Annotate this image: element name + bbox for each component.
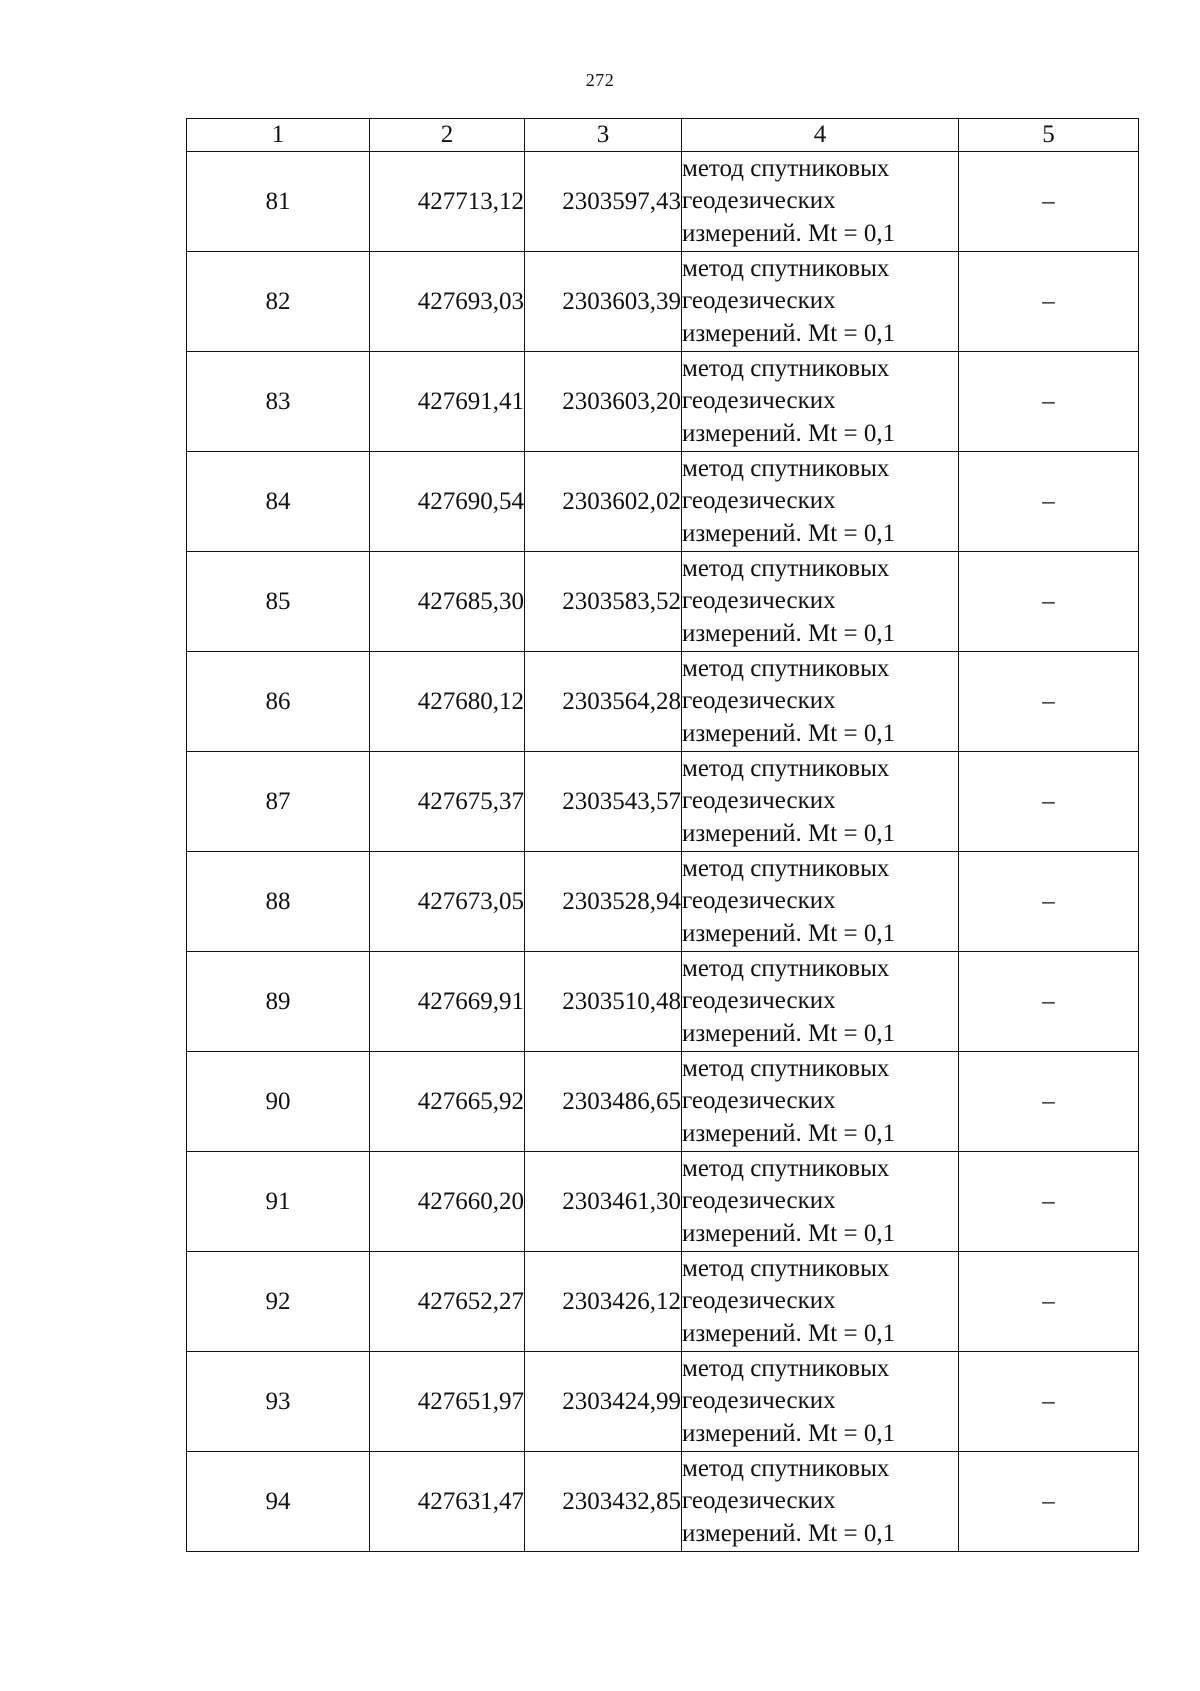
point-number-cell: 87	[187, 752, 370, 852]
coordinate-y-cell: 2303602,02	[525, 452, 682, 552]
point-number-cell: 81	[187, 152, 370, 252]
header-col-5: 5	[959, 119, 1139, 152]
table-row	[187, 352, 1139, 452]
table-row	[187, 452, 1139, 552]
coordinate-y-cell: 2303528,94	[525, 852, 682, 952]
method-line: измерений. Mt = 0,1	[682, 419, 896, 447]
header-col-1: 1	[187, 119, 370, 152]
method-line: геодезических	[682, 1387, 836, 1415]
method-line: геодезических	[682, 387, 836, 415]
method-line: измерений. Mt = 0,1	[682, 519, 896, 547]
coordinate-y-cell: 2303603,39	[525, 252, 682, 352]
method-cell	[682, 752, 959, 852]
method-line: измерений. Mt = 0,1	[682, 1319, 896, 1347]
coordinate-x-cell: 427675,37	[370, 752, 525, 852]
method-line: геодезических	[682, 787, 836, 815]
coordinate-y-cell: 2303597,43	[525, 152, 682, 252]
method-line: метод спутниковых	[682, 554, 890, 582]
header-col-2: 2	[370, 119, 525, 152]
page-number: 272	[585, 70, 615, 90]
method-line: метод спутниковых	[682, 954, 890, 982]
note-cell: –	[959, 1352, 1139, 1452]
table-row	[187, 752, 1139, 852]
table-row	[187, 952, 1139, 1052]
coordinate-y-cell: 2303426,12	[525, 1252, 682, 1352]
method-line: измерений. Mt = 0,1	[682, 1419, 896, 1447]
coordinate-y-cell: 2303461,30	[525, 1152, 682, 1252]
coordinate-x-cell: 427713,12	[370, 152, 525, 252]
method-line: геодезических	[682, 187, 836, 215]
method-line: метод спутниковых	[682, 1254, 890, 1282]
method-cell	[682, 1452, 959, 1552]
note-cell: –	[959, 1452, 1139, 1552]
point-number-cell: 92	[187, 1252, 370, 1352]
header-col-4: 4	[682, 119, 959, 152]
table-row	[187, 1352, 1139, 1452]
method-line: измерений. Mt = 0,1	[682, 819, 896, 847]
note-cell: –	[959, 1052, 1139, 1152]
coordinate-y-cell: 2303543,57	[525, 752, 682, 852]
method-line: геодезических	[682, 487, 836, 515]
note-cell: –	[959, 1252, 1139, 1352]
note-cell: –	[959, 1152, 1139, 1252]
table-row	[187, 852, 1139, 952]
method-cell	[682, 652, 959, 752]
point-number-cell: 90	[187, 1052, 370, 1152]
point-number-cell: 85	[187, 552, 370, 652]
table-row	[187, 1452, 1139, 1552]
method-line: метод спутниковых	[682, 454, 890, 482]
method-line: измерений. Mt = 0,1	[682, 1019, 896, 1047]
method-line: метод спутниковых	[682, 1454, 890, 1482]
method-cell	[682, 952, 959, 1052]
coordinate-x-cell: 427691,41	[370, 352, 525, 452]
note-cell: –	[959, 352, 1139, 452]
method-line: метод спутниковых	[682, 154, 890, 182]
coordinate-x-cell: 427660,20	[370, 1152, 525, 1252]
method-cell	[682, 1252, 959, 1352]
note-cell: –	[959, 652, 1139, 752]
method-line: измерений. Mt = 0,1	[682, 1119, 896, 1147]
method-line: геодезических	[682, 587, 836, 615]
method-line: метод спутниковых	[682, 354, 890, 382]
table-body	[187, 152, 1139, 1552]
coordinate-x-cell: 427665,92	[370, 1052, 525, 1152]
table-row	[187, 152, 1139, 252]
method-cell	[682, 552, 959, 652]
method-line: метод спутниковых	[682, 854, 890, 882]
coordinate-x-cell: 427685,30	[370, 552, 525, 652]
point-number-cell: 86	[187, 652, 370, 752]
coordinate-y-cell: 2303432,85	[525, 1452, 682, 1552]
table-row	[187, 252, 1139, 352]
note-cell: –	[959, 552, 1139, 652]
note-cell: –	[959, 452, 1139, 552]
coordinate-y-cell: 2303603,20	[525, 352, 682, 452]
coordinate-x-cell: 427631,47	[370, 1452, 525, 1552]
table-header	[187, 119, 1139, 152]
coordinates-table	[186, 118, 1139, 1552]
method-cell	[682, 1352, 959, 1452]
table-row	[187, 652, 1139, 752]
method-line: метод спутниковых	[682, 1354, 890, 1382]
coordinate-x-cell: 427693,03	[370, 252, 525, 352]
method-line: измерений. Mt = 0,1	[682, 1519, 896, 1547]
coordinate-x-cell: 427690,54	[370, 452, 525, 552]
method-line: геодезических	[682, 287, 836, 315]
method-line: измерений. Mt = 0,1	[682, 619, 896, 647]
point-number-cell: 83	[187, 352, 370, 452]
note-cell: –	[959, 752, 1139, 852]
coordinate-x-cell: 427680,12	[370, 652, 525, 752]
coordinate-y-cell: 2303583,52	[525, 552, 682, 652]
point-number-cell: 82	[187, 252, 370, 352]
method-line: измерений. Mt = 0,1	[682, 1219, 896, 1247]
coordinate-x-cell: 427652,27	[370, 1252, 525, 1352]
method-line: измерений. Mt = 0,1	[682, 219, 896, 247]
method-line: геодезических	[682, 987, 836, 1015]
method-line: метод спутниковых	[682, 754, 890, 782]
method-line: геодезических	[682, 1087, 836, 1115]
coordinate-x-cell: 427669,91	[370, 952, 525, 1052]
header-col-3: 3	[525, 119, 682, 152]
coordinate-y-cell: 2303424,99	[525, 1352, 682, 1452]
point-number-cell: 88	[187, 852, 370, 952]
table-row	[187, 1052, 1139, 1152]
point-number-cell: 93	[187, 1352, 370, 1452]
method-cell	[682, 152, 959, 252]
point-number-cell: 89	[187, 952, 370, 1052]
table-row	[187, 552, 1139, 652]
coordinate-y-cell: 2303486,65	[525, 1052, 682, 1152]
method-line: метод спутниковых	[682, 1054, 890, 1082]
point-number-cell: 84	[187, 452, 370, 552]
point-number-cell: 91	[187, 1152, 370, 1252]
coordinate-y-cell: 2303510,48	[525, 952, 682, 1052]
method-line: геодезических	[682, 887, 836, 915]
method-line: геодезических	[682, 1287, 836, 1315]
note-cell: –	[959, 852, 1139, 952]
note-cell: –	[959, 252, 1139, 352]
method-cell	[682, 1152, 959, 1252]
point-number-cell: 94	[187, 1452, 370, 1552]
method-line: геодезических	[682, 1187, 836, 1215]
method-line: метод спутниковых	[682, 654, 890, 682]
method-cell	[682, 452, 959, 552]
method-line: измерений. Mt = 0,1	[682, 719, 896, 747]
note-cell: –	[959, 152, 1139, 252]
header-row	[187, 119, 1139, 152]
coordinate-x-cell: 427651,97	[370, 1352, 525, 1452]
method-cell	[682, 252, 959, 352]
method-cell	[682, 1052, 959, 1152]
method-line: метод спутниковых	[682, 1154, 890, 1182]
coordinate-x-cell: 427673,05	[370, 852, 525, 952]
method-line: геодезических	[682, 687, 836, 715]
table-row	[187, 1252, 1139, 1352]
method-line: метод спутниковых	[682, 254, 890, 282]
method-cell	[682, 852, 959, 952]
method-line: измерений. Mt = 0,1	[682, 919, 896, 947]
table-row	[187, 1152, 1139, 1252]
method-line: геодезических	[682, 1487, 836, 1515]
method-cell	[682, 352, 959, 452]
method-line: измерений. Mt = 0,1	[682, 319, 896, 347]
coordinate-y-cell: 2303564,28	[525, 652, 682, 752]
note-cell: –	[959, 952, 1139, 1052]
